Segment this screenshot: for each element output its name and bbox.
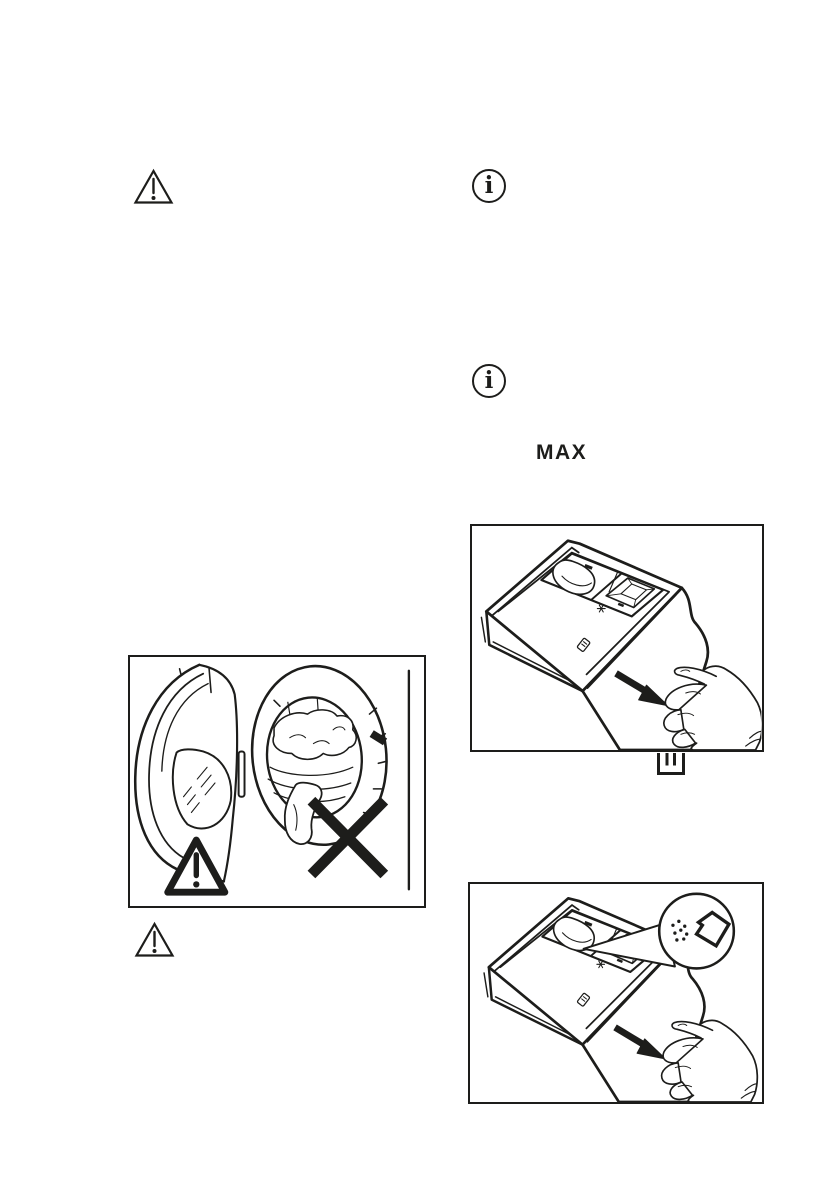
info-icon [472,364,506,398]
warning-triangle-icon [134,921,175,958]
info-icon [472,169,506,203]
warning-triangle-icon [133,168,174,205]
info-icon-glyph: i [484,171,494,199]
figure-door-trapped-laundry [128,655,426,908]
figure-detergent-drawer-powder [468,882,764,1104]
wash-compartment-icon [656,752,686,779]
max-label: MAX [536,441,588,464]
figure-detergent-drawer-pull [470,524,764,752]
info-icon-glyph: i [484,366,494,394]
